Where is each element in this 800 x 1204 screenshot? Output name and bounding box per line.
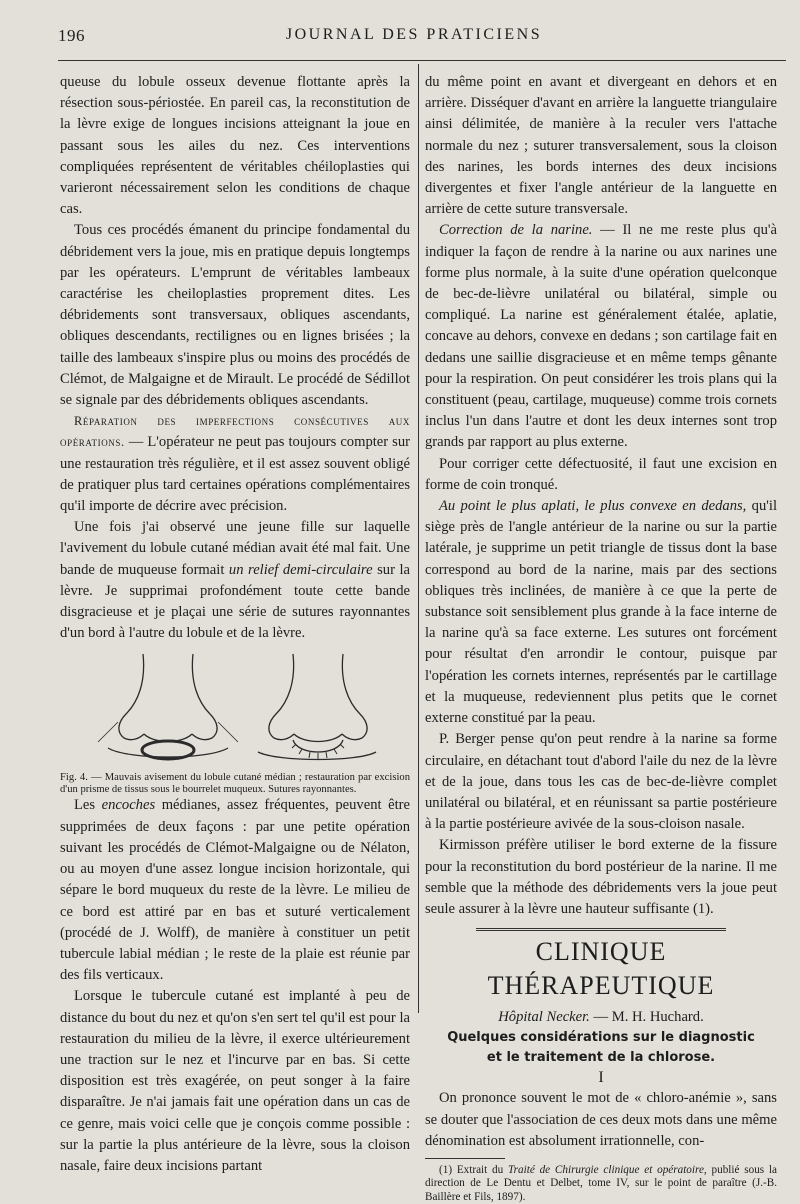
paragraph: du même point en avant et divergeant en dehors et en arrière. Disséquer d'avant en arrière la languette triangulaire ainsi délimitée, de manière à la reculer vers l'attache normale du nez ; suturer transversalement, sous la cloison des narines, les bords internes des deux incisions divergentes et fixer l'angle antérieur de la languette en arrière de cette suture transversale. — [425, 74, 777, 218]
chapter-numeral: I — [598, 1069, 604, 1087]
header-rule — [58, 60, 786, 61]
paragraph: Kirmisson préfère utiliser le bord externe de la fissure pour la reconstitution du bord postérieur de la narine. Il me semble que la méthode des débridements vers la joue peut seule assurer à la lèvre une hauteur suffisante (1). — [425, 837, 777, 917]
page-number: 196 — [58, 26, 85, 45]
right-nose-sketch — [258, 654, 376, 760]
left-nose-sketch — [98, 654, 238, 759]
paragraph: Les encoches médianes, assez fréquentes, peuvent être supprimées de deux façons : par une petite opération suivant les procédés de Clémot-Malgaigne ou de Nélaton, ou au moyen d'une assez longue incision horizontale, qui sépare le bord muqueux du reste de la lèvre. Le milieu de ce bord est attiré par en bas et suturé verticalement (procédé de J. Wolff), de manière à constituer un petit tubercule labial médian ; le reste de la plaie est réunie par des fils verticaux. — [60, 797, 410, 984]
paragraph: P. Berger pense qu'on peut rendre à la narine sa forme circulaire, en détachant tout d'abord l'aile du nez de la lèvre et de la joue, dans tous les cas de bec-de-lièvre complet unilatéral ou bilatéral, et en réunissant sa partie postérieure à la partie postérieure avivée de la sous-cloison nasale. — [425, 731, 777, 833]
paragraph: Une fois j'ai observé une jeune fille sur laquelle l'avivement du lobule cutané médian avait été mal fait. Une bande de muqueuse formait un relief demi-circulaire sur la lèvre. Je supprimai profondément toute cette bande disgracieuse et je plaçai une série de sutures rayonnantes d'un bord à l'autre du lobule et de la lèvre. — [60, 519, 410, 642]
section-rule — [476, 928, 726, 931]
paragraph: Tous ces procédés émanent du principe fondamental du débridement vers la joue, mis en pratique depuis longtemps par les opérateurs. L'emprunt de véritables lambeaux caractérise les cheiloplasties proprement dites. Les débridements sont transversaux, obliques ascendants, obliques descendants, rectilignes ou en lignes brisées ; la taille des lambeaux s'inspire plus ou moins des procédés de Clémot, de Malgaigne et de Mirault. Le procédé de Sédillot se signale par des débridements obliques ascendants. — [60, 222, 410, 409]
section-title: CLINIQUE THÉRAPEUTIQUE — [487, 937, 715, 1001]
section-heading: Réparation des imperfections consécutives aux opérations. — [60, 414, 410, 450]
footnote: (1) Extrait du Traité de Chirurgie clinique et opératoire, publié sous la direction de Le Dentu et Delbet, tome IV, sur le point de paraître (J.-B. Baillère et Fils, 1897). — [425, 1163, 778, 1203]
column-divider — [418, 64, 419, 1013]
paragraph: Correction de la narine. — Il ne me reste plus qu'à indiquer la façon de rendre à la narine ou aux narines une forme plus normale, à la suite d'une opération quelconque de bec-de-lièvre unilatéral ou bilatéral, simple ou compliqué. La narine est généralement étalée, aplatie, concave au dehors, convexe en dedans ; son cartilage fait en dedans une saillie disgracieuse et en même temps gênante pour la respiration. On peut considérer les trois plans qui la constituent (peau, cartilage, muqueuse) comme trois cornets inclus l'un dans l'autre et dont les deux internes sont trop grands par rapport au plus externe. — [425, 222, 778, 451]
byline: Hôpital Necker. — M. H. Huchard. — [498, 1009, 704, 1026]
right-column — [425, 72, 777, 1204]
paragraph: queuse du lobule osseux devenue flottante après la résection sous-périostée. En pareil cas, la reconstitution de la lèvre exige de longues incisions atteignant la joue en passant sous les ailes du nez. Ces interventions compliquées représentent de véritables chéiloplasties qui varieront nécessairement selon les conditions de chaque cas. — [60, 74, 410, 218]
paragraph: Pour corriger cette défectuosité, il faut une excision en forme de coin tronqué. — [425, 455, 777, 493]
article-subtitle-line2: et le traitement de la chlorose. — [486, 1050, 716, 1066]
article-subtitle-line1: Quelques considérations sur le diagnostic — [447, 1030, 755, 1046]
running-title: JOURNAL DES PRATICIENS — [285, 26, 543, 43]
footnote-rule — [425, 1158, 505, 1159]
figure-caption: Fig. 4. — Mauvais avisement du lobule cutané médian ; restauration par excision d'un prisme de tissus sous le bourrelet muqueux. Sutures rayonnantes. — [60, 772, 410, 795]
nose-lip-drawing — [88, 652, 378, 772]
page-header — [58, 26, 770, 48]
paragraph: On prononce souvent le mot de « chloro-anémie », sans se douter que l'association de ces deux mots dans une même dénomination est absolument irrationnelle, con- — [425, 1090, 777, 1149]
paragraph: Réparation des imperfections consécutives aux opérations. — L'opérateur ne peut pas toujours compter sur une restauration très régulière, et il est assez souvent obligé de pratiquer plus tard certaines opérations complémentaires qu'il importe de décrire avec précision. — [60, 414, 410, 515]
paragraph: Au point le plus aplati, le plus convexe en dedans, qu'il siège près de l'angle antérieur de la narine ou sur la partie latérale, je supprime un petit triangle de tissus dont la base correspond au bord de la narine, mais par des sections obliques très inclinées, de manière à ce que la perte de substance soit sensiblement plus grande à la face interne de la narine qu'à sa face externe. Les sutures ont forcément pour résultat d'en arrondir le contour, puisque par l'opération les cornets internes, représentés par le cartillage et la muqueuse, redeviennent plus petits que le cornet externe constitué par la peau. — [425, 498, 778, 727]
left-column — [60, 72, 410, 1177]
figure-illustration — [60, 652, 410, 772]
paragraph: Lorsque le tubercule cutané est implanté à peu de distance du bout du nez et qu'on s'en sert tel qu'il est pour la restauration du milieu de la lèvre, il exerce ultérieurement une traction sur le nez et l'incurve par en bas. Si cette disposition est très exagérée, on peut songer à la faire disparaître. Je n'ai jamais fait une opération dans un cas de ce genre, mais voici celle que je conçois comme possible : sur la partie la plus antérieure de la lèvre, sous la cloison nasale, faire deux incisions partant — [60, 988, 410, 1174]
subsection-heading: Correction de la narine. — [439, 222, 593, 239]
